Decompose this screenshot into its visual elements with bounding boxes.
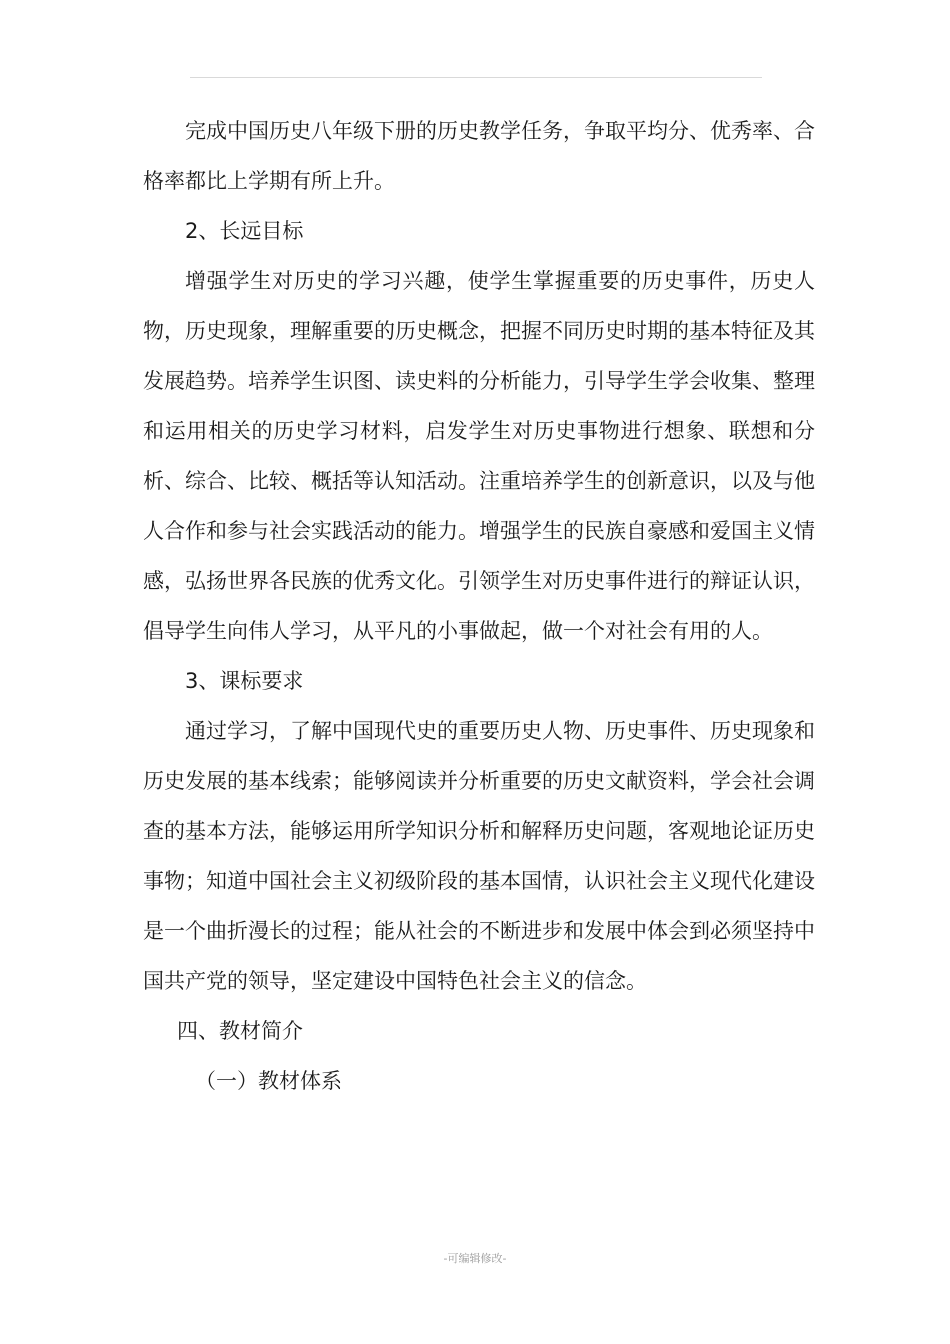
paragraph-curriculum-requirements: 通过学习，了解中国现代史的重要历史人物、历史事件、历史现象和历史发展的基本线索；能够阅读并分析重要的历史文献资料，学会社会调查的基本方法，能够运用所学知识分析和解释历史问题，客观地论证历史事物；知道中国社会主义初级阶段的基本国情，认识社会主义现代化建设是一个曲折漫长的过程；能从社会的不断进步和发展中体会到必须坚持中国共产党的领导，坚定建设中国特色社会主义的信念。 <box>143 719 815 993</box>
footer-editable-note: -可编辑修改- <box>443 1252 507 1265</box>
heading-curriculum-requirements: 3、课标要求 <box>185 669 304 693</box>
document-body <box>143 106 815 1106</box>
heading-textbook-intro: 四、教材简介 <box>177 1019 303 1043</box>
paragraph-long-term-goal: 增强学生对历史的学习兴趣，使学生掌握重要的历史事件，历史人物，历史现象，理解重要的历史概念，把握不同历史时期的基本特征及其发展趋势。培养学生识图、读史料的分析能力，引导学生学会收集、整理和运用相关的历史学习材料，启发学生对历史事物进行想象、联想和分析、综合、比较、概括等认知活动。注重培养学生的创新意识，以及与他人合作和参与社会实践活动的能力。增强学生的民族自豪感和爱国主义情感，弘扬世界各民族的优秀文化。引领学生对历史事件进行的辩证认识，倡导学生向伟人学习，从平凡的小事做起，做一个对社会有用的人。 <box>143 269 815 643</box>
heading-textbook-system: （一）教材体系 <box>195 1069 342 1093</box>
paragraph-goal-short-term: 完成中国历史八年级下册的历史教学任务，争取平均分、优秀率、合格率都比上学期有所上升。 <box>143 119 815 193</box>
heading-long-term-goal: 2、长远目标 <box>185 219 304 243</box>
header-rule <box>190 77 762 78</box>
